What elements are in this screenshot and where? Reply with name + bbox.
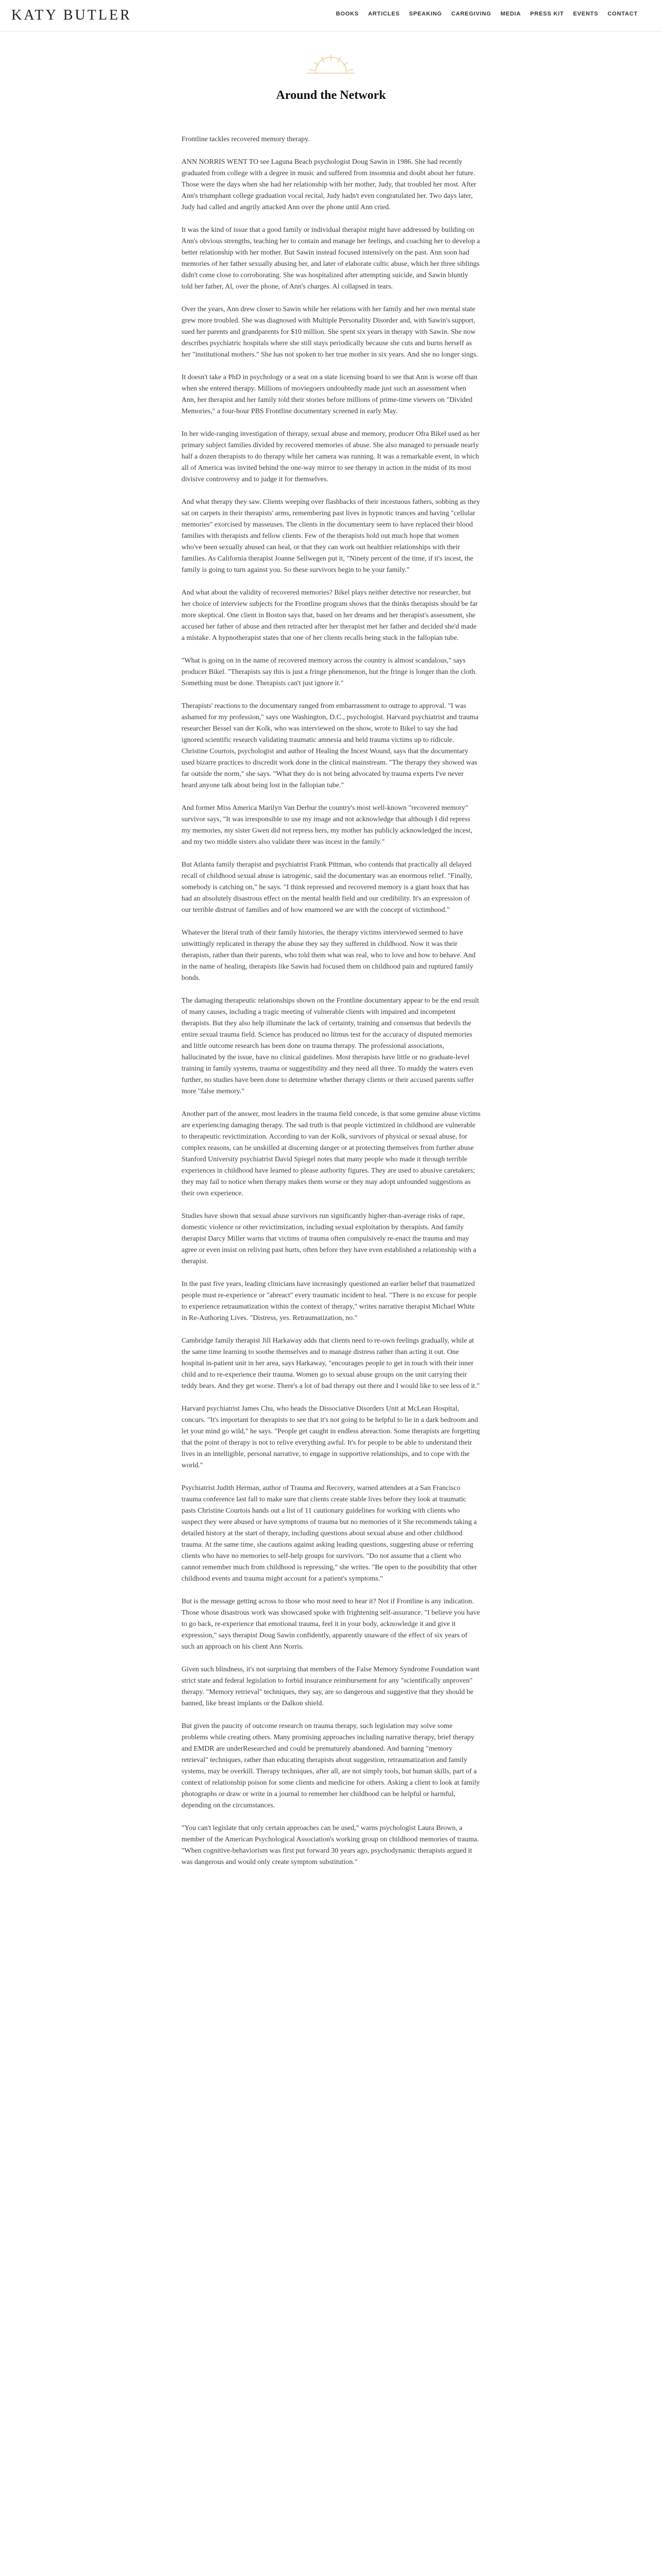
nav-item-articles[interactable]: ARTICLES — [368, 11, 400, 17]
article-paragraph: Harvard psychiatrist James Chu, who heads the Dissociative Disorders Unit at McLean Hospital, concurs. "It's important for therapists to see that it's not going to be helpful to lie in a dark bedroom and let your mind go wild," he says. "People get caught in endless abreaction. Some therapists are forgetting that the point of therapy is not to relive everything awful. It's for people to be able to understand their lives in an intelligible, personal narrative, to engage in supportive relationships, and to cope with the world." — [181, 1405, 480, 1469]
article-paragraph: Another part of the answer, most leaders in the trauma field concede, is that some genuine abuse victims are experiencing damaging therapy. The sad truth is that people victimized in childhood are vulnerable to therapeutic revictimization. According to van der Kolk, survivors of physical or sexual abuse, for complex reasons, can be unskilled at discerning danger or at protecting themselves from further abuse Stanford University psychiatrist David Spiegel notes that many people who made it through terrible experiences in childhood have learned to please authority figures. They are used to abusive caretakers; they may fail to notice when therapy makes them worse or they may adopt unfounded suggestions as their own experience. — [181, 1110, 481, 1197]
article-paragraph: In the past five years, leading clinicians have increasingly questioned an earlier belief that traumatized people must re-experience or "abreact" every traumatic incident to heal. "There is no excuse for people to experience retraumatization within the context of therapy," writes narrative therapist Michael White in Re-Authoring Lives. "Distress, yes. Retraumatization, no." — [181, 1280, 477, 1322]
article-paragraph: "You can't legislate that only certain approaches can be used," warns psychologist Laura Brown, a member of the American Psychological Association's working group on childhood memories of trauma. "When cognitive-behaviorism was first put forward 30 years ago, psychodynamic therapists argued it was dangerous and would only create symptom substitution." — [181, 1824, 479, 1866]
nav-item-speaking[interactable]: SPEAKING — [409, 11, 442, 17]
article-paragraph: Therapists' reactions to the documentary ranged from embarrassment to outrage to approval. "I was ashamed for my profession," says one Washington, D.C., psychologist. Harvard psychiatrist and trauma researcher Bessel van der Kolk, who was interviewed on the show, wrote to Bikel to say she had ignored scientific research validating traumatic amnesia and held trauma victims up to ridicule. Christine Courtois, psychologist and author of Healing the Incest Wound, says that the documentary used bizarre practices to discredit work done in the clinical mainstream. "The therapy they showed was far outside the norm," she says. "What they do is not being advocated by trauma experts I've never heard anyone talk about being lost in the fallopian tube." — [181, 702, 479, 789]
article-paragraph: Whatever the literal truth of their family histories, the therapy victims interviewed seemed to have unwittingly replicated in therapy the abuse they say they suffered in childhood. Now it was their therapists, rather than their parents, who told them what was real, who to love and how to behave. And in the name of healing, therapists like Sawin had focused them on childhood pain and ruptured family bonds. — [181, 929, 476, 982]
page-hero — [0, 31, 662, 103]
article-paragraph: It doesn't take a PhD in psychology or a seat on a state licensing board to see that Ann is worse off than when she entered therapy. Millions of moviegoers undoubtedly made just such an assessment when Ann, her therapist and her family told their stories before millions of prime-time viewers on "Divided Memories," a four-hour PBS Frontline documentary screened in early May. — [181, 374, 477, 415]
article-paragraph: ANN NORRIS WENT TO see Laguna Beach psychologist Doug Sawin in 1986. She had recently graduated from college with a degree in music and suffered from insomnia and doubt about her future. Those were the days when she had her relationship with her mother, Judy, that troubled her most. After Ann's triumphant college graduation vocal recital, Judy hadn't even congratulated her. Two days later, Judy had called and angrily attacked Ann over the phone until Ann cried. — [181, 158, 476, 211]
sunrise-icon — [306, 54, 356, 77]
article-paragraph: Studies have shown that sexual abuse survivors run significantly higher-than-average risks of rape, domestic violence or other revictimization, including sexual exploitation by therapists. And family therapist Darcy Miller warns that victims of trauma often compulsively re-enact the trauma and may agree or even insist on reliving past hurts, often before they have even established a relationship with a therapist. — [181, 1212, 476, 1265]
site-header — [0, 0, 662, 31]
article-paragraph: Psychiatrist Judith Herman, author of Trauma and Recovery, warned attendees at a San Francisco trauma conference last fall to make sure that clients create stable lives before they look at traumatic pasts Christine Courtois hands out a list of 11 cautionary guidelines for working with clients who suspect they were abused or have symptoms of trauma but no memories of it She recommends taking a detailed history at the start of therapy, including questions about sexual abuse and other childhood trauma. At the same time, she cautions against asking leading questions, suggesting abuse or referring clients who have no memories to self-help groups for survivors. "Do not assume that a client who cannot remember much from childhood is repressing," she writes. "Be open to the possibility that other childhood events and trauma might account for a patient's symptoms." — [181, 1484, 477, 1583]
article-paragraph: And former Miss America Marilyn Van Derbur the country's most well-known "recovered memory" survivor says, "It was irresponsible to use my image and not acknowledge that although I did repress my memories, my sister Gwen did not repress hers, my mother has publicly acknowledged the incest, and my two middle sisters also validate there was incest in the family." — [181, 804, 472, 846]
article-paragraph: Cambridge family therapist Jill Harkaway adds that clients need to re-own feelings gradually, while at the same time learning to soothe themselves and to manage distress rather than acting it out. One hospital in-patient unit in her area, says Harkaway, "encourages people to get in touch with their inner child and to re-experience their trauma. Women go to sexual abuse groups on the unit carrying their teddy bears. And they get worse. There's a lot of bad therapy out there and I would like to see less of it." — [181, 1337, 480, 1390]
article-paragraph: Over the years, Ann drew closer to Sawin while her relations with her family and her own mental state grew more troubled. She was diagnosed with Multiple Personality Disorder and, with Sawin's support, sued her parents and grandparents for $10 million. She spent six years in therapy with Sawin. She now describes psychiatric hospitals where she still stays periodically because she cuts and burns herself as her "institutional mothers." She has not spoken to her true mother in six years. And she no longer sings. — [181, 306, 478, 359]
page-title: Around the Network — [276, 89, 386, 102]
article-body — [181, 134, 481, 1879]
nav-item-media[interactable]: MEDIA — [500, 11, 521, 17]
nav-item-press-kit[interactable]: PRESS KIT — [530, 11, 564, 17]
site-logo[interactable]: KATY BUTLER — [11, 7, 132, 23]
article-paragraph: The damaging therapeutic relationships shown on the Frontline documentary appear to be the end result of many causes, including a tragic meeting of vulnerable clients with impaired and incompetent therapists. But they also help illuminate the lack of certainty, training and consensus that bedevils the entire sexual trauma field. Science has produced no litmus test for the accuracy of disputed memories and little outcome research has been done on trauma therapy. The professional associations, hallucinated by the issue, have no clinical guidelines. Most therapists have little or no graduate-level training in family systems, trauma or suggestibility and they need all three. To muddy the waters even further, no studies have been done to determine whether therapy clients or their accused parents suffer more "false memory." — [181, 997, 479, 1095]
nav-item-caregiving[interactable]: CAREGIVING — [451, 11, 491, 17]
article-paragraph: "What is going on in the name of recovered memory across the country is almost scandalous," says producer Bikel. "Therapists say this is just a fringe phenomenon, but the fringe is longer than the cloth. Something must be done. Therapists can't just ignore it." — [181, 657, 477, 687]
article-paragraph: But given the paucity of outcome research on trauma therapy, such legislation may solve some problems while creating others. Many promising approaches including narrative therapy, brief therapy and EMDR are underResearched and could be prematurely abandoned. And banning "memory retrieval" techniques, rather than educating therapists about suggestion, retraumatization and family systems, may be overkill. Therapy techniques, after all, are not simply tools, but human skills, part of a context of relationship poison for some clients and medicine for others. Asking a client to look at family photographs or draw or write in a journal to remember her childhood can be helpful or harmful, depending on the circumstances. — [181, 1722, 480, 1809]
nav-item-events[interactable]: EVENTS — [573, 11, 599, 17]
article-intro: Frontline tackles recovered memory therapy. — [181, 135, 310, 143]
nav-item-books[interactable]: BOOKS — [336, 11, 359, 17]
article-paragraph: Given such blindness, it's not surprising that members of the False Memory Syndrome Foundation want strict state and federal legislation to forbid insurance reimbursement for any "scientifically unproven" therapy. "Memory retrieval" techniques, they say, are so dangerous and suggestive that they should be banned, like breast implants or the Dalkon shield. — [181, 1666, 479, 1707]
article-paragraph: And what about the validity of recovered memories? Bikel plays neither detective nor researcher, but her choice of interview subjects for the Frontline program shows that the thinks therapists should be far more skeptical. One client in Boston says that, based on her dreams and her therapist's assessment, she accused her father of abuse and then retracted after her therapist met her father and decided she'd made a mistake. A hypnotherapist states that one of her clients recalls being stuck in the fallopian tube. — [181, 589, 478, 642]
article-paragraph: In her wide-ranging investigation of therapy, sexual abuse and memory, producer Ofra Bikel used as her primary subject families divided by recovered memories of abuse. She also managed to persuade nearly half a dozen therapists to do therapy while her camera was running. It was a remarkable event, in which all of America was invited behind the one-way mirror to see therapy in action in the midst of its most divisive controversy and to judge it for themselves. — [181, 430, 480, 483]
article-paragraph: But is the message getting across to those who most need to hear it? Not if Frontline is any indication. Those whose disastrous work was showcased spoke with frightening self-assurance. "I believe you have to go back, re-experience that emotional trauma, feel it in your body, acknowledge it and give it expression," says therapist Doug Sawin confidently, apparently unaware of the effect of six years of such an approach on his client Ann Norris. — [181, 1598, 480, 1651]
article-paragraph: And what therapy they saw. Clients weeping over flashbacks of their incestuous fathers, sobbing as they sat on carpets in their therapists' arms, remembering past lives in hypnotic trances and having "cellular memories" exorcised by masseuses. The clients in the documentary seem to have replaced their blood families with therapists and fellow clients. Few of the therapists hold out much hope that women who've been sexually abused can heal, or that they can work out healthier relationships with their families. As California therapist Joanne Sellwegen put it, "Ninety percent of the time, if it's incest, the family is going to turn against you. So these survivors begin to be your family." — [181, 498, 480, 574]
nav-item-contact[interactable]: CONTACT — [607, 11, 638, 17]
article-paragraph: But Atlanta family therapist and psychiatrist Frank Pittman, who contends that practically all delayed recall of childhood sexual abuse is iatrogenic, said the documentary was an enormous relief. "Finally, somebody is catching on," he says. "I think repressed and recovered memory is a giant hoax that has had an absolutely disastrous effect on the mental health field and our credibility. It's an expression of our terrible distrust of families and of how enamored we are with the concept of victimhood." — [181, 861, 472, 914]
main-nav — [332, 11, 642, 17]
article-paragraph: It was the kind of issue that a good family or individual therapist might have addressed by building on Ann's obvious strengths, teaching her to contain and manage her feelings, and coaching her to develop a better relationship with her mother. But Sawin instead focused intensively on the past. Ann soon had memories of her father sexually abusing her, and later of elaborate cultic abuse, which her three siblings didn't come close to corroborating. She was hospitalized after attempting suicide, and Sawin bluntly told her father, Al, over the phone, of Ann's charges. Al collapsed in tears. — [181, 226, 480, 291]
